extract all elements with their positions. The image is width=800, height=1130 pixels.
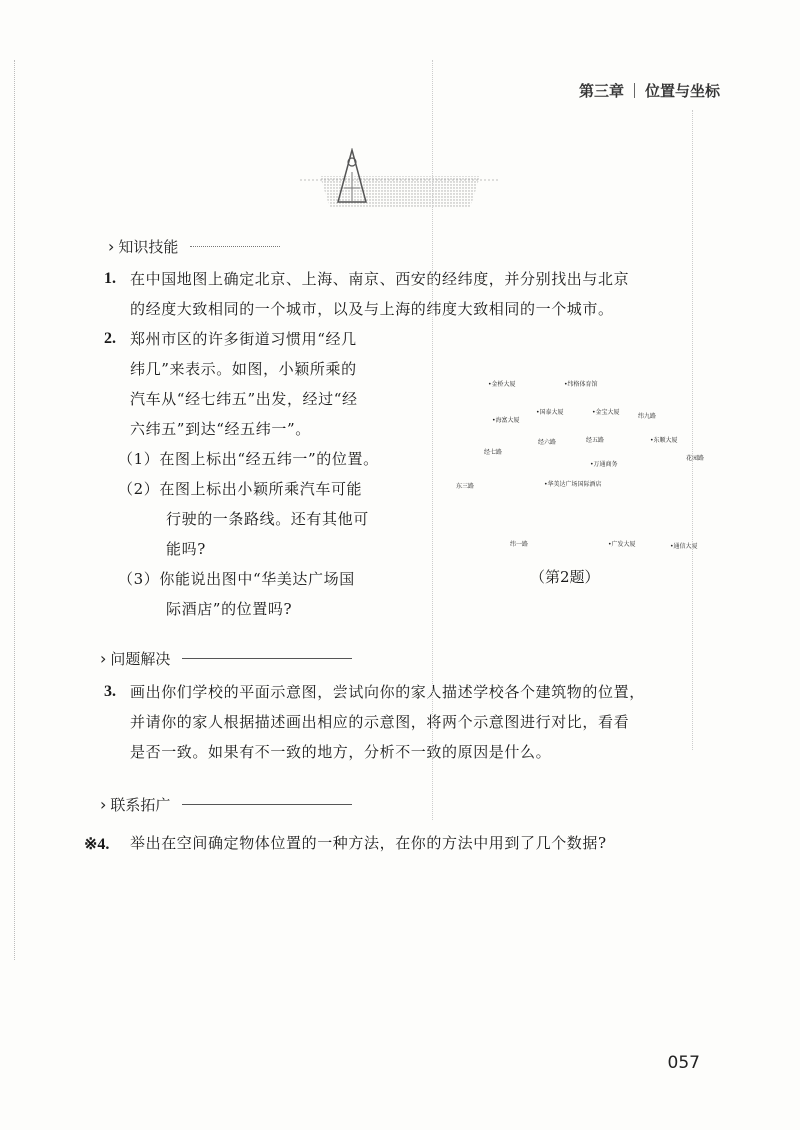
exercise-banner-image — [300, 148, 500, 216]
question-3-line: 是否一致。如果有不一致的地方，分析不一致的原因是什么。 — [130, 743, 552, 761]
map-label-guangfa: •广发大厦 — [608, 541, 636, 548]
question-2-line: 汽车从“经七纬五”出发，经过“经 — [130, 390, 358, 408]
question-1-line: 在中国地图上确定北京、上海、南京、西安的经纬度，并分别找出与北京 — [130, 270, 630, 288]
map-label-dongshun: •东顺大厦 — [650, 437, 678, 444]
map-label-wantong: •万通商务 — [590, 461, 618, 468]
question-4 — [130, 828, 730, 858]
map-label-hotel: •华美达广场国际酒店 — [544, 481, 602, 488]
scan-edge-artifact — [692, 110, 693, 750]
question-3-line: 画出你们学校的平面示意图，尝试向你的家人描述学校各个建筑物的位置， — [130, 683, 645, 701]
section-title: 知识技能 — [118, 238, 179, 256]
map-label-jing5: 经五路 — [586, 437, 605, 444]
subpart-3: （3）你能说出图中“华美达广场国 — [118, 570, 355, 588]
subpart-3-cont: 际酒店”的位置吗? — [166, 600, 293, 618]
map-label-tongxin: •通信大厦 — [670, 543, 698, 550]
map-label-dong3: 东三路 — [456, 483, 475, 490]
question-2-subparts — [118, 444, 428, 624]
map-label-jinqiao: •金桥大厦 — [488, 381, 516, 388]
subpart-2-cont: 行驶的一条路线。还有其他可 — [166, 510, 369, 528]
section-chevron-icon: › — [108, 237, 115, 256]
map-label-huayuan: 花园路 — [686, 455, 705, 462]
chapter-number: 第三章 — [578, 82, 624, 100]
scan-margin-artifact — [14, 60, 15, 960]
map-label-wei9: 纬九路 — [638, 413, 657, 420]
question-number: 1. — [104, 270, 116, 287]
question-2-line: 六纬五”到达“经五纬一”。 — [130, 420, 311, 438]
question-1-line: 的经度大致相同的一个城市，以及与上海的纬度大致相同的一个城市。 — [130, 300, 614, 318]
section-problem-solving — [100, 648, 352, 669]
section-chevron-icon: › — [100, 649, 107, 668]
question-3 — [130, 677, 730, 767]
section-chevron-icon: › — [100, 795, 107, 814]
section-rule — [190, 246, 280, 248]
header-divider — [634, 83, 635, 98]
question-4-line: 举出在空间确定物体位置的一种方法，在你的方法中用到了几个数据? — [130, 834, 607, 852]
section-title: 问题解决 — [110, 650, 171, 668]
question-number: 2. — [104, 330, 116, 347]
question-number: ※4. — [84, 836, 110, 853]
section-rule — [182, 658, 352, 660]
figure-caption: （第2题） — [530, 568, 600, 586]
section-knowledge-skills — [108, 236, 280, 257]
scan-fold-artifact — [432, 60, 433, 820]
section-rule — [182, 804, 352, 806]
subpart-2: （2）在图上标出小颖所乘汽车可能 — [118, 480, 363, 498]
map-label-jing7: 经七路 — [484, 449, 503, 456]
map-label-haifu: •海富大厦 — [492, 417, 520, 424]
section-title: 联系拓广 — [110, 796, 171, 814]
chapter-topic: 位置与坐标 — [644, 82, 720, 100]
question-2 — [130, 324, 430, 444]
question-number: 3. — [104, 683, 116, 700]
map-label-guotai: •国泰大厦 — [536, 409, 564, 416]
page-number: 057 — [667, 1053, 700, 1073]
map-label-wei1: 纬一路 — [510, 541, 529, 548]
question-2-line: 纬几”来表示。如图，小颖所乘的 — [130, 360, 357, 378]
question-3-line: 并请你的家人根据描述画出相应的示意图，将两个示意图进行对比，看看 — [130, 713, 630, 731]
section-extension — [100, 794, 352, 815]
map-label-stadium: •纬格体育馆 — [564, 381, 598, 388]
map-label-jing6: 经六路 — [538, 439, 557, 446]
street-map-figure — [440, 362, 740, 562]
subpart-2-cont: 能吗? — [166, 540, 206, 558]
map-label-jinbao: •金宝大厦 — [592, 409, 620, 416]
subpart-1: （1）在图上标出“经五纬一”的位置。 — [118, 450, 379, 468]
question-2-line: 郑州市区的许多街道习惯用“经几 — [130, 330, 357, 348]
question-1 — [130, 264, 730, 324]
chapter-header — [579, 80, 720, 101]
